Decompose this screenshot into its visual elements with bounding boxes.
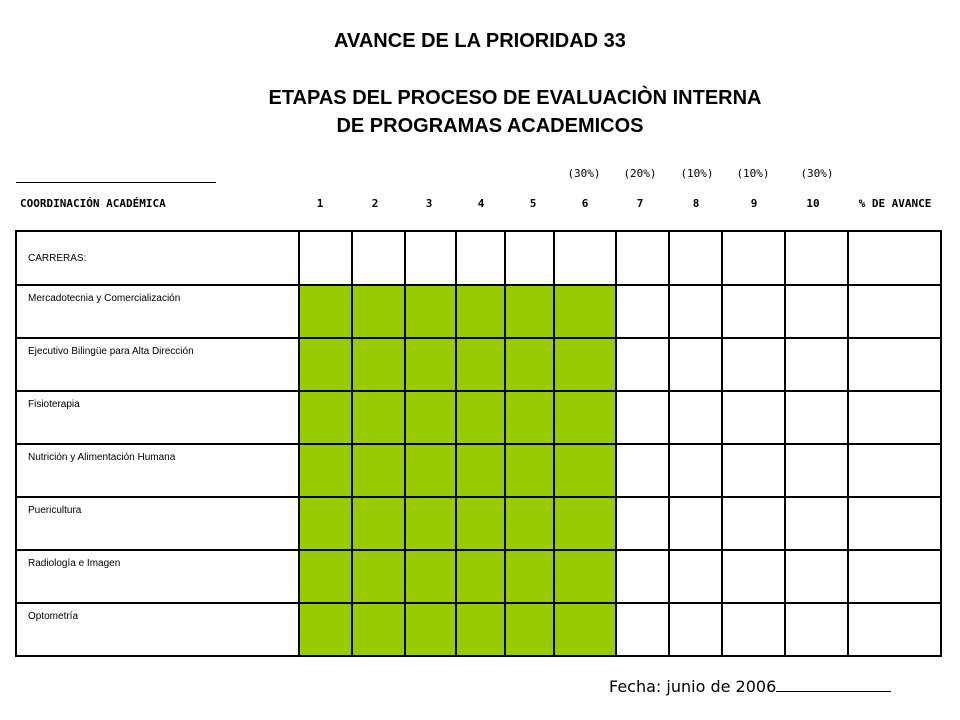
stage-cell-pending — [722, 285, 785, 338]
header-cell — [505, 231, 554, 285]
stage-cell-pending — [722, 338, 785, 391]
stage-cell-completed — [456, 497, 505, 550]
stage-column-10: 10 — [806, 197, 820, 210]
stage-cell-pending — [785, 550, 848, 603]
stage-cell-pending — [669, 497, 722, 550]
progress-cell — [848, 550, 941, 603]
stage-weight-6: (30%) — [567, 167, 601, 180]
stage-cell-pending — [616, 444, 669, 497]
coordination-label: COORDINACIÓN ACADÉMICA — [20, 197, 166, 210]
stage-weight-8: (10%) — [680, 167, 714, 180]
career-row — [16, 391, 941, 444]
stage-cell-completed — [554, 391, 616, 444]
stage-cell-completed — [352, 285, 405, 338]
stage-cell-completed — [299, 338, 352, 391]
stage-cell-completed — [299, 550, 352, 603]
career-row — [16, 444, 941, 497]
header-cell — [456, 231, 505, 285]
career-row — [16, 497, 941, 550]
careers-header: CARRERAS: — [16, 231, 299, 285]
header-cell — [848, 231, 941, 285]
career-name: Puericultura — [16, 497, 299, 550]
stage-cell-completed — [405, 603, 456, 656]
stage-cell-completed — [352, 550, 405, 603]
stage-cell-completed — [456, 603, 505, 656]
stage-cell-pending — [669, 391, 722, 444]
header-rule — [16, 182, 216, 183]
stage-cell-pending — [616, 603, 669, 656]
stage-cell-pending — [785, 391, 848, 444]
stage-cell-completed — [352, 391, 405, 444]
stage-cell-pending — [616, 338, 669, 391]
stage-column-6: 6 — [581, 197, 589, 210]
stage-cell-pending — [722, 391, 785, 444]
stage-column-1: 1 — [316, 197, 324, 210]
stage-cell-completed — [554, 285, 616, 338]
header-cell — [352, 231, 405, 285]
career-name: Mercadotecnia y Comercialización — [16, 285, 299, 338]
career-name: Optometría — [16, 603, 299, 656]
title-programs: DE PROGRAMAS ACADEMICOS — [336, 115, 644, 137]
header-cell — [299, 231, 352, 285]
date-text: Fecha: junio de 2006 — [609, 677, 777, 696]
stage-column-5: 5 — [529, 197, 537, 210]
stage-cell-pending — [722, 497, 785, 550]
stage-cell-completed — [352, 444, 405, 497]
career-row — [16, 603, 941, 656]
header-cell — [669, 231, 722, 285]
progress-cell — [848, 444, 941, 497]
stage-cell-completed — [405, 338, 456, 391]
progress-cell — [848, 603, 941, 656]
career-row — [16, 338, 941, 391]
progress-column-header: % DE AVANCE — [858, 197, 932, 210]
stage-cell-pending — [669, 550, 722, 603]
progress-table — [15, 230, 942, 657]
stage-cell-completed — [456, 391, 505, 444]
stage-column-8: 8 — [692, 197, 700, 210]
stage-cell-pending — [616, 550, 669, 603]
stage-cell-completed — [505, 444, 554, 497]
header-cell — [616, 231, 669, 285]
stage-cell-completed — [456, 338, 505, 391]
stage-cell-pending — [669, 285, 722, 338]
stage-cell-completed — [405, 444, 456, 497]
career-name: Radiología e Imagen — [16, 550, 299, 603]
stage-cell-completed — [554, 444, 616, 497]
progress-cell — [848, 391, 941, 444]
stage-cell-pending — [616, 285, 669, 338]
stage-cell-pending — [785, 444, 848, 497]
stage-cell-completed — [299, 497, 352, 550]
stage-cell-completed — [554, 338, 616, 391]
stage-cell-completed — [505, 550, 554, 603]
title-priority: AVANCE DE LA PRIORIDAD 33 — [334, 30, 626, 52]
stage-cell-pending — [669, 444, 722, 497]
stage-cell-pending — [616, 497, 669, 550]
stage-cell-completed — [352, 603, 405, 656]
stage-cell-completed — [352, 338, 405, 391]
progress-cell — [848, 338, 941, 391]
stage-cell-pending — [785, 603, 848, 656]
career-name: Ejecutivo Bilingüe para Alta Dirección — [16, 338, 299, 391]
stage-cell-completed — [299, 603, 352, 656]
career-name: Fisioterapia — [16, 391, 299, 444]
stage-cell-completed — [405, 285, 456, 338]
stage-cell-completed — [554, 603, 616, 656]
header-cell — [722, 231, 785, 285]
progress-cell — [848, 285, 941, 338]
stage-cell-completed — [405, 391, 456, 444]
stage-column-2: 2 — [371, 197, 379, 210]
career-row — [16, 550, 941, 603]
progress-cell — [848, 497, 941, 550]
stage-weight-10: (30%) — [800, 167, 834, 180]
stage-cell-completed — [505, 497, 554, 550]
date-underline — [776, 677, 891, 692]
career-row — [16, 285, 941, 338]
stage-cell-pending — [616, 391, 669, 444]
stage-cell-completed — [456, 444, 505, 497]
stage-cell-completed — [299, 391, 352, 444]
career-name: Nutrición y Alimentación Humana — [16, 444, 299, 497]
stage-weight-9: (10%) — [736, 167, 770, 180]
stage-weight-7: (20%) — [623, 167, 657, 180]
stage-column-9: 9 — [750, 197, 758, 210]
stage-cell-pending — [722, 550, 785, 603]
stage-cell-completed — [505, 391, 554, 444]
header-cell — [785, 231, 848, 285]
stage-cell-completed — [299, 444, 352, 497]
stage-cell-pending — [722, 444, 785, 497]
stage-cell-pending — [785, 285, 848, 338]
stage-cell-completed — [299, 285, 352, 338]
stage-cell-completed — [554, 550, 616, 603]
stage-cell-pending — [785, 497, 848, 550]
title-stages: ETAPAS DEL PROCESO DE EVALUACIÒN INTERNA — [268, 87, 762, 109]
stage-column-4: 4 — [477, 197, 485, 210]
stage-cell-pending — [669, 338, 722, 391]
stage-cell-completed — [505, 285, 554, 338]
stage-cell-completed — [505, 338, 554, 391]
careers-header-row — [16, 231, 941, 285]
header-cell — [405, 231, 456, 285]
header-cell — [554, 231, 616, 285]
stage-cell-pending — [669, 603, 722, 656]
stage-cell-completed — [405, 550, 456, 603]
stage-cell-completed — [405, 497, 456, 550]
stage-cell-completed — [456, 550, 505, 603]
stage-cell-completed — [554, 497, 616, 550]
stage-column-3: 3 — [425, 197, 433, 210]
stage-cell-pending — [785, 338, 848, 391]
stage-cell-pending — [722, 603, 785, 656]
date-footer — [609, 677, 891, 696]
stage-cell-completed — [352, 497, 405, 550]
stage-column-7: 7 — [636, 197, 644, 210]
stage-cell-completed — [505, 603, 554, 656]
stage-cell-completed — [456, 285, 505, 338]
